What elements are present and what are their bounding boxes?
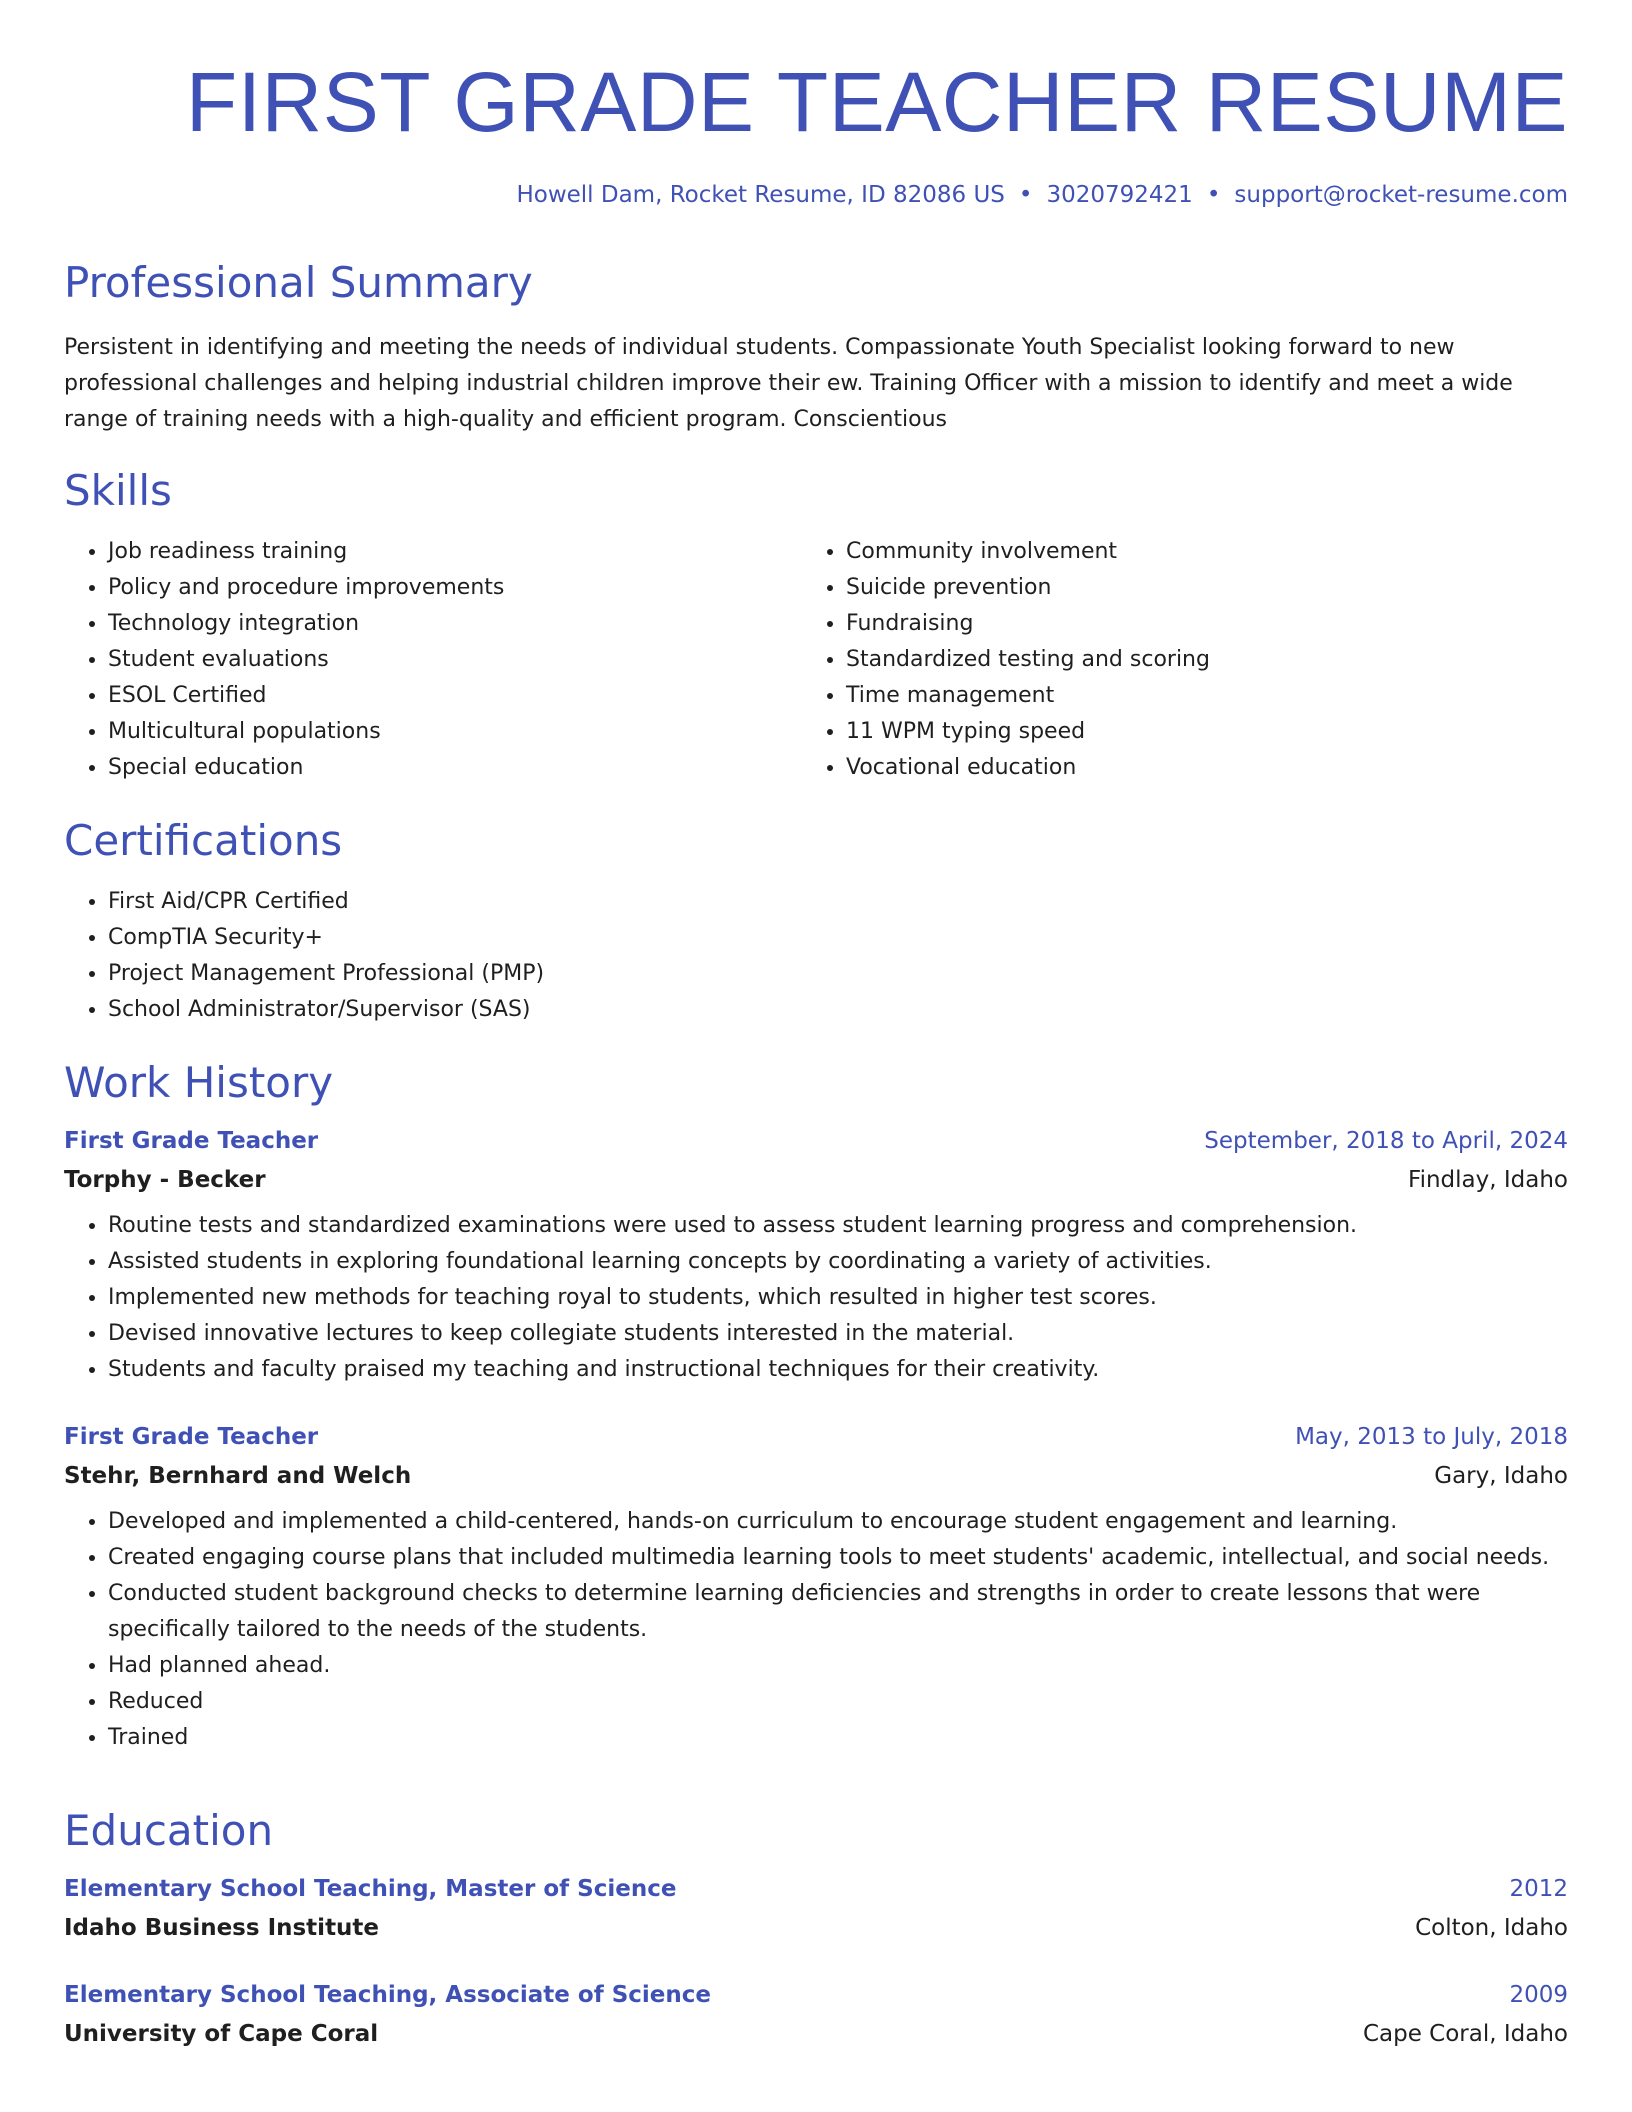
- job-bullet: • Conducted student background checks to determine learning deficiencies and strengths in order to create lessons that were specifically tailored to the needs of the students.: [108, 1576, 1568, 1648]
- skills-heading: Skills: [64, 466, 172, 515]
- summary-text: Persistent in identifying and meeting the needs of individual students. Compassionate Youth Specialist looking forward to new professional challenges and helping industrial children improve their ew. Training Officer with a mission to identify and meet a wide range of training needs with a high-quality and efficient program. Conscientious: [64, 335, 1513, 432]
- skill-item: • Time management: [846, 678, 1540, 714]
- job-dates: September, 2018 to April, 2024: [1204, 1128, 1568, 1154]
- work-history-section: [64, 1058, 1568, 1756]
- education-year: 2009: [1509, 1982, 1568, 2009]
- skills-right-list: [802, 534, 1540, 786]
- skill-item: • Student evaluations: [108, 642, 802, 678]
- skill-item: • Standardized testing and scoring: [846, 642, 1540, 678]
- education-year: 2012: [1509, 1876, 1568, 1902]
- skill-item: • Job readiness training: [108, 534, 802, 570]
- education-header-row: [64, 1982, 1568, 2010]
- job-header-row: [64, 1424, 1568, 1452]
- education-heading: Education: [64, 1806, 274, 1855]
- job-entry: [64, 1424, 1568, 1756]
- job-location: Findlay, Idaho: [1408, 1166, 1568, 1193]
- skill-item: • Special education: [108, 750, 802, 786]
- certifications-list: [64, 884, 1568, 1028]
- education-section: [64, 1806, 1568, 2048]
- education-degree: Elementary School Teaching, Associate of Science: [64, 1982, 712, 2009]
- skill-item: • Suicide prevention: [846, 570, 1540, 606]
- job-bullet: • Devised innovative lectures to keep collegiate students interested in the material.: [108, 1316, 1568, 1352]
- education-degree: Elementary School Teaching, Master of Science: [64, 1876, 677, 1902]
- job-bullet: • Developed and implemented a child-centered, hands-on curriculum to encourage student engagement and learning.: [108, 1504, 1568, 1540]
- contact-address: Howell Dam, Rocket Resume, ID 82086 US: [516, 182, 1005, 208]
- summary-section: [64, 258, 1568, 438]
- education-header-row: [64, 1876, 1568, 1904]
- skill-item: • Technology integration: [108, 606, 802, 642]
- job-employer-row: [64, 1167, 1568, 1195]
- job-employer: Torphy - Becker: [64, 1166, 266, 1193]
- skill-item: • 11 WPM typing speed: [846, 714, 1540, 750]
- skills-left-column: [64, 534, 802, 786]
- job-dates: May, 2013 to July, 2018: [1295, 1424, 1568, 1451]
- job-employer: Stehr, Bernhard and Welch: [64, 1462, 412, 1489]
- job-title: First Grade Teacher: [64, 1128, 319, 1154]
- education-school: Idaho Business Institute: [64, 1914, 380, 1941]
- job-header-row: [64, 1128, 1568, 1156]
- job-bullets: [64, 1208, 1568, 1388]
- skills-left-list: [64, 534, 802, 786]
- job-entry: [64, 1128, 1568, 1388]
- summary-heading: Professional Summary: [64, 258, 533, 307]
- skill-item: • Multicultural populations: [108, 714, 802, 750]
- work-history-heading: Work History: [64, 1058, 334, 1107]
- skill-item: • Vocational education: [846, 750, 1540, 786]
- education-entry: [64, 1876, 1568, 1942]
- job-bullets: [64, 1504, 1568, 1756]
- skill-item: • Community involvement: [846, 534, 1540, 570]
- certification-item: • Project Management Professional (PMP): [108, 956, 1568, 992]
- job-bullet: • Routine tests and standardized examinations were used to assess student learning progress and comprehension.: [108, 1208, 1568, 1244]
- contact-separator: •: [1206, 182, 1221, 208]
- education-school-row: [64, 2021, 1568, 2049]
- certifications-section: [64, 816, 1568, 1028]
- job-bullet: • Students and faculty praised my teaching and instructional techniques for their creativity.: [108, 1352, 1568, 1388]
- skills-right-column: [802, 534, 1540, 786]
- job-employer-row: [64, 1463, 1568, 1491]
- certification-item: • School Administrator/Supervisor (SAS): [108, 992, 1568, 1028]
- contact-phone: 3020792421: [1046, 182, 1193, 208]
- education-school: University of Cape Coral: [64, 2020, 379, 2047]
- job-title: First Grade Teacher: [64, 1424, 319, 1451]
- skill-item: • Fundraising: [846, 606, 1540, 642]
- job-bullet: • Trained: [108, 1720, 1568, 1756]
- resume-title: FIRST GRADE TEACHER RESUME: [185, 55, 1568, 149]
- certification-item: • First Aid/CPR Certified: [108, 884, 1568, 920]
- skills-section: [64, 466, 1568, 786]
- skill-item: • ESOL Certified: [108, 678, 802, 714]
- job-bullet: • Had planned ahead.: [108, 1648, 1568, 1684]
- education-entry: [64, 1982, 1568, 2048]
- certification-item: • CompTIA Security+: [108, 920, 1568, 956]
- job-location: Gary, Idaho: [1434, 1462, 1568, 1489]
- education-location: Colton, Idaho: [1415, 1914, 1568, 1941]
- skill-item: • Policy and procedure improvements: [108, 570, 802, 606]
- certifications-heading: Certifications: [64, 816, 343, 865]
- contact-line: [64, 182, 1568, 210]
- job-bullet: • Created engaging course plans that included multimedia learning tools to meet students' academic, intellectual, and social needs.: [108, 1540, 1568, 1576]
- job-bullet: • Implemented new methods for teaching royal to students, which resulted in higher test scores.: [108, 1280, 1568, 1316]
- job-bullet: • Reduced: [108, 1684, 1568, 1720]
- contact-email[interactable]: support@rocket-resume.com: [1234, 182, 1568, 208]
- education-school-row: [64, 1915, 1568, 1943]
- job-bullet: • Assisted students in exploring foundational learning concepts by coordinating a variety of activities.: [108, 1244, 1568, 1280]
- education-location: Cape Coral, Idaho: [1362, 2020, 1568, 2047]
- contact-separator: •: [1018, 182, 1033, 208]
- skills-grid: [64, 534, 1568, 786]
